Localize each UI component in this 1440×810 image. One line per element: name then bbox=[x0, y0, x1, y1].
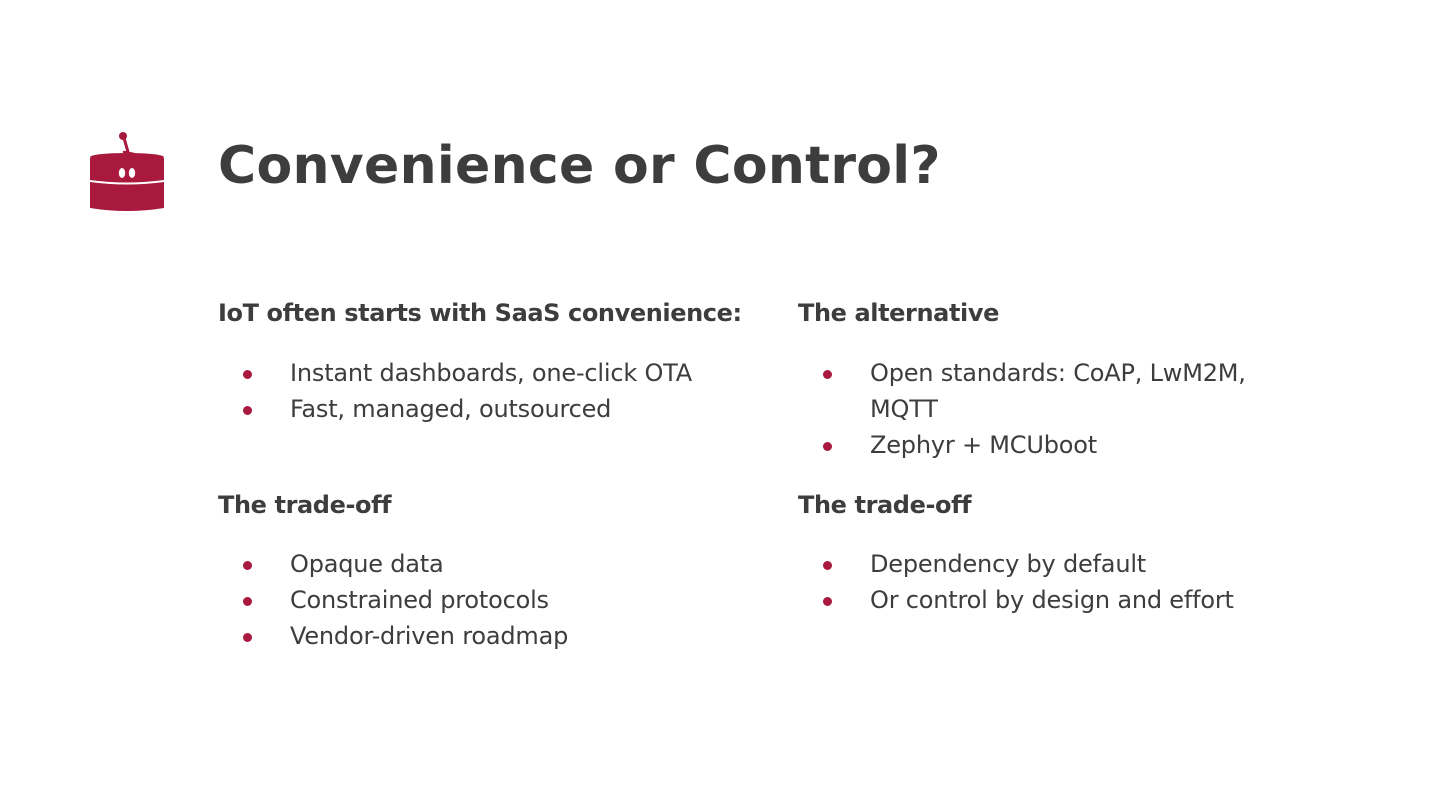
right-section-1-heading-wrap bbox=[798, 296, 1368, 330]
right-section-2-list-wrap bbox=[798, 546, 1368, 618]
bullet-dot-icon bbox=[243, 633, 252, 642]
right-section-2-heading-wrap bbox=[798, 488, 1368, 522]
right-section-2-heading: The trade-off bbox=[798, 491, 972, 519]
left-section-1-list bbox=[218, 355, 788, 427]
list-item-text: Vendor-driven roadmap bbox=[290, 622, 569, 650]
bullet-dot-icon bbox=[243, 597, 252, 606]
left-section-1-heading-wrap bbox=[218, 296, 788, 330]
list-item-text: Instant dashboards, one-click OTA bbox=[290, 359, 692, 387]
list-item bbox=[218, 355, 788, 391]
list-item-text: Fast, managed, outsourced bbox=[290, 395, 612, 423]
robot-logo-icon bbox=[88, 128, 166, 214]
right-section-1-heading: The alternative bbox=[798, 299, 1000, 327]
list-item bbox=[218, 391, 788, 427]
left-section-2-list-wrap bbox=[218, 546, 788, 654]
list-item-text: Or control by design and effort bbox=[870, 586, 1234, 614]
left-section-2-heading: The trade-off bbox=[218, 491, 392, 519]
bullet-dot-icon bbox=[243, 406, 252, 415]
list-item-text: Opaque data bbox=[290, 550, 444, 578]
list-item bbox=[218, 582, 788, 618]
list-item bbox=[218, 546, 788, 582]
left-section-2-list bbox=[218, 546, 788, 654]
list-item-text: Constrained protocols bbox=[290, 586, 549, 614]
bullet-dot-icon bbox=[243, 370, 252, 379]
left-section-1-list-wrap bbox=[218, 355, 788, 427]
right-section-1-list bbox=[798, 355, 1288, 463]
bullet-dot-icon bbox=[823, 370, 832, 379]
left-section-1-heading: IoT often starts with SaaS convenience: bbox=[218, 299, 742, 327]
slide-title: Convenience or Control? bbox=[218, 136, 941, 196]
right-section-1-list-wrap bbox=[798, 355, 1288, 463]
list-item bbox=[798, 582, 1368, 618]
bullet-dot-icon bbox=[823, 561, 832, 570]
list-item bbox=[798, 427, 1288, 463]
bullet-dot-icon bbox=[243, 561, 252, 570]
right-section-2-list bbox=[798, 546, 1368, 618]
list-item-text: Zephyr + MCUboot bbox=[870, 431, 1097, 459]
list-item-text: Open standards: CoAP, LwM2M, MQTT bbox=[870, 359, 1246, 423]
list-item-text: Dependency by default bbox=[870, 550, 1147, 578]
bullet-dot-icon bbox=[823, 597, 832, 606]
list-item bbox=[798, 355, 1288, 427]
left-section-2-heading-wrap bbox=[218, 488, 788, 522]
list-item bbox=[798, 546, 1368, 582]
bullet-dot-icon bbox=[823, 442, 832, 451]
list-item bbox=[218, 618, 788, 654]
